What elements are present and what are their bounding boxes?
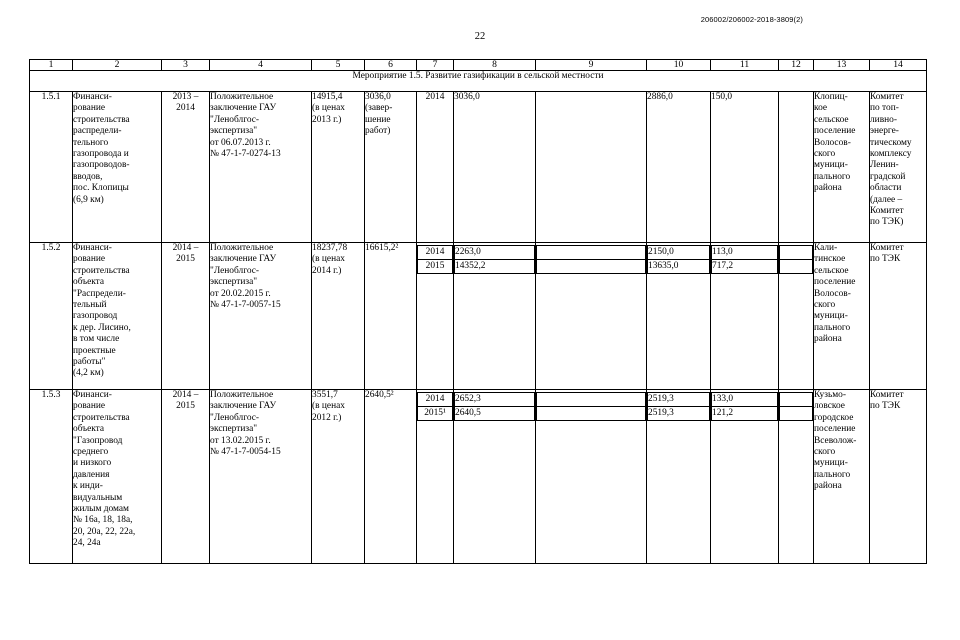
col11-cell (711, 390, 779, 564)
row-col11: 717,2 (712, 260, 778, 274)
col10-cell (647, 243, 711, 390)
row-year: 2014 (418, 393, 453, 407)
col8-cell (454, 243, 536, 390)
table-row (30, 390, 927, 564)
col-header-11: 11 (711, 60, 779, 71)
row-col12 (780, 246, 813, 260)
col9-cell (536, 390, 647, 564)
row-col9 (537, 260, 646, 274)
year-cell (417, 243, 454, 390)
col-header-7: 7 (417, 60, 454, 71)
page-number: 22 (474, 31, 486, 42)
row-col8: 2640,5 (455, 407, 535, 421)
row-col14: Комитет по ТЭК (870, 243, 927, 390)
row-col14: Комитет по ТЭК (870, 390, 927, 564)
row-approval: Положительное заключение ГАУ "Леноблгос- экспертиза" от 20.02.2015 г. № 47-1-7-0057-15 (210, 243, 312, 390)
col-header-9: 9 (536, 60, 647, 71)
row-cost: 18237,78 (в ценах 2014 г.) (312, 243, 365, 390)
row-col12 (780, 407, 813, 421)
row-col13: Кузьмо- ловское городское поселение Всеволож- ского муници- пального района (814, 390, 870, 564)
row-col9 (536, 92, 647, 243)
row-description: Финанси- рование строительства объекта "Распредели- тельный газопровод к дер. Лисино, в том числе проектные работы" (4,2 км) (73, 243, 162, 390)
column-number-row (30, 60, 927, 71)
col9-cell (536, 243, 647, 390)
col-header-4: 4 (210, 60, 312, 71)
year-cell (417, 390, 454, 564)
row-col8: 2263,0 (455, 246, 535, 260)
row-col10: 2519,3 (648, 393, 710, 407)
section-title: Мероприятие 1.5. Развитие газификации в сельской местности (30, 71, 927, 92)
col11-cell (711, 243, 779, 390)
col-header-3: 3 (162, 60, 210, 71)
row-approval: Положительное заключение ГАУ "Леноблгос- экспертиза" от 13.02.2015 г. № 47-1-7-0054-15 (210, 390, 312, 564)
row-description: Финанси- рование строительства распредели- тельного газопровода и газопроводов- вводов, пос. Клопицы (6,9 км) (73, 92, 162, 243)
row-col10: 13635,0 (648, 260, 710, 274)
row-col10: 2150,0 (648, 246, 710, 260)
col-header-10: 10 (647, 60, 711, 71)
row-col8: 2652,3 (455, 393, 535, 407)
row-col12 (780, 393, 813, 407)
row-year: 2015 (418, 260, 453, 274)
row-col11: 121,2 (712, 407, 778, 421)
row-col11: 150,0 (711, 92, 779, 243)
row-col12 (780, 260, 813, 274)
row-period: 2013 – 2014 (162, 92, 210, 243)
table-row (30, 92, 927, 243)
col12-cell (779, 390, 814, 564)
row-col11: 113,0 (712, 246, 778, 260)
row-year: 2014 (417, 92, 454, 243)
col-header-12: 12 (779, 60, 814, 71)
col-header-5: 5 (312, 60, 365, 71)
row-col6: 16615,2² (365, 243, 417, 390)
row-col9 (537, 246, 646, 260)
row-period: 2014 – 2015 (162, 390, 210, 564)
row-col11: 133,0 (712, 393, 778, 407)
row-cost: 14915,4 (в ценах 2013 г.) (312, 92, 365, 243)
row-col10: 2886,0 (647, 92, 711, 243)
row-description: Финанси- рование строительства объекта "Газопровод среднего и низкого давления к инди- видуальным жилым домам № 16а, 18, 18а, 20, 20а, 22, 22а, 24, 24а (73, 390, 162, 564)
row-col13: Клопиц- кое сельское поселение Волосов- ского муници- пального района (814, 92, 870, 243)
col8-cell (454, 390, 536, 564)
row-col12 (779, 92, 814, 243)
row-number: 1.5.1 (30, 92, 73, 243)
row-col6: 2640,5² (365, 390, 417, 564)
row-col14: Комитет по топ- ливно- энерге- тическому комплексу Ленин- градской области (далее – Комитет по ТЭК) (870, 92, 927, 243)
row-cost: 3551,7 (в ценах 2012 г.) (312, 390, 365, 564)
document-id: 206002/206002-2018-3809(2) (700, 15, 803, 24)
row-col9 (537, 407, 646, 421)
section-row (30, 71, 927, 92)
table-row (30, 243, 927, 390)
row-col8: 3036,0 (454, 92, 536, 243)
row-year: 2014 (418, 246, 453, 260)
row-col6: 3036,0 (завер- шение работ) (365, 92, 417, 243)
col-header-2: 2 (73, 60, 162, 71)
row-col8: 14352,2 (455, 260, 535, 274)
row-col9 (537, 393, 646, 407)
col10-cell (647, 390, 711, 564)
row-year: 2015¹ (418, 407, 453, 421)
col12-cell (779, 243, 814, 390)
col-header-13: 13 (814, 60, 870, 71)
row-col10: 2519,3 (648, 407, 710, 421)
row-col13: Кали- тинское сельское поселение Волосов- ского муници- пального района (814, 243, 870, 390)
col-header-8: 8 (454, 60, 536, 71)
row-period: 2014 – 2015 (162, 243, 210, 390)
col-header-14: 14 (870, 60, 927, 71)
measures-table (29, 59, 927, 564)
row-approval: Положительное заключение ГАУ "Леноблгос- экспертиза" от 06.07.2013 г. № 47-1-7-0274-13 (210, 92, 312, 243)
row-number: 1.5.2 (30, 243, 73, 390)
col-header-1: 1 (30, 60, 73, 71)
row-number: 1.5.3 (30, 390, 73, 564)
col-header-6: 6 (365, 60, 417, 71)
